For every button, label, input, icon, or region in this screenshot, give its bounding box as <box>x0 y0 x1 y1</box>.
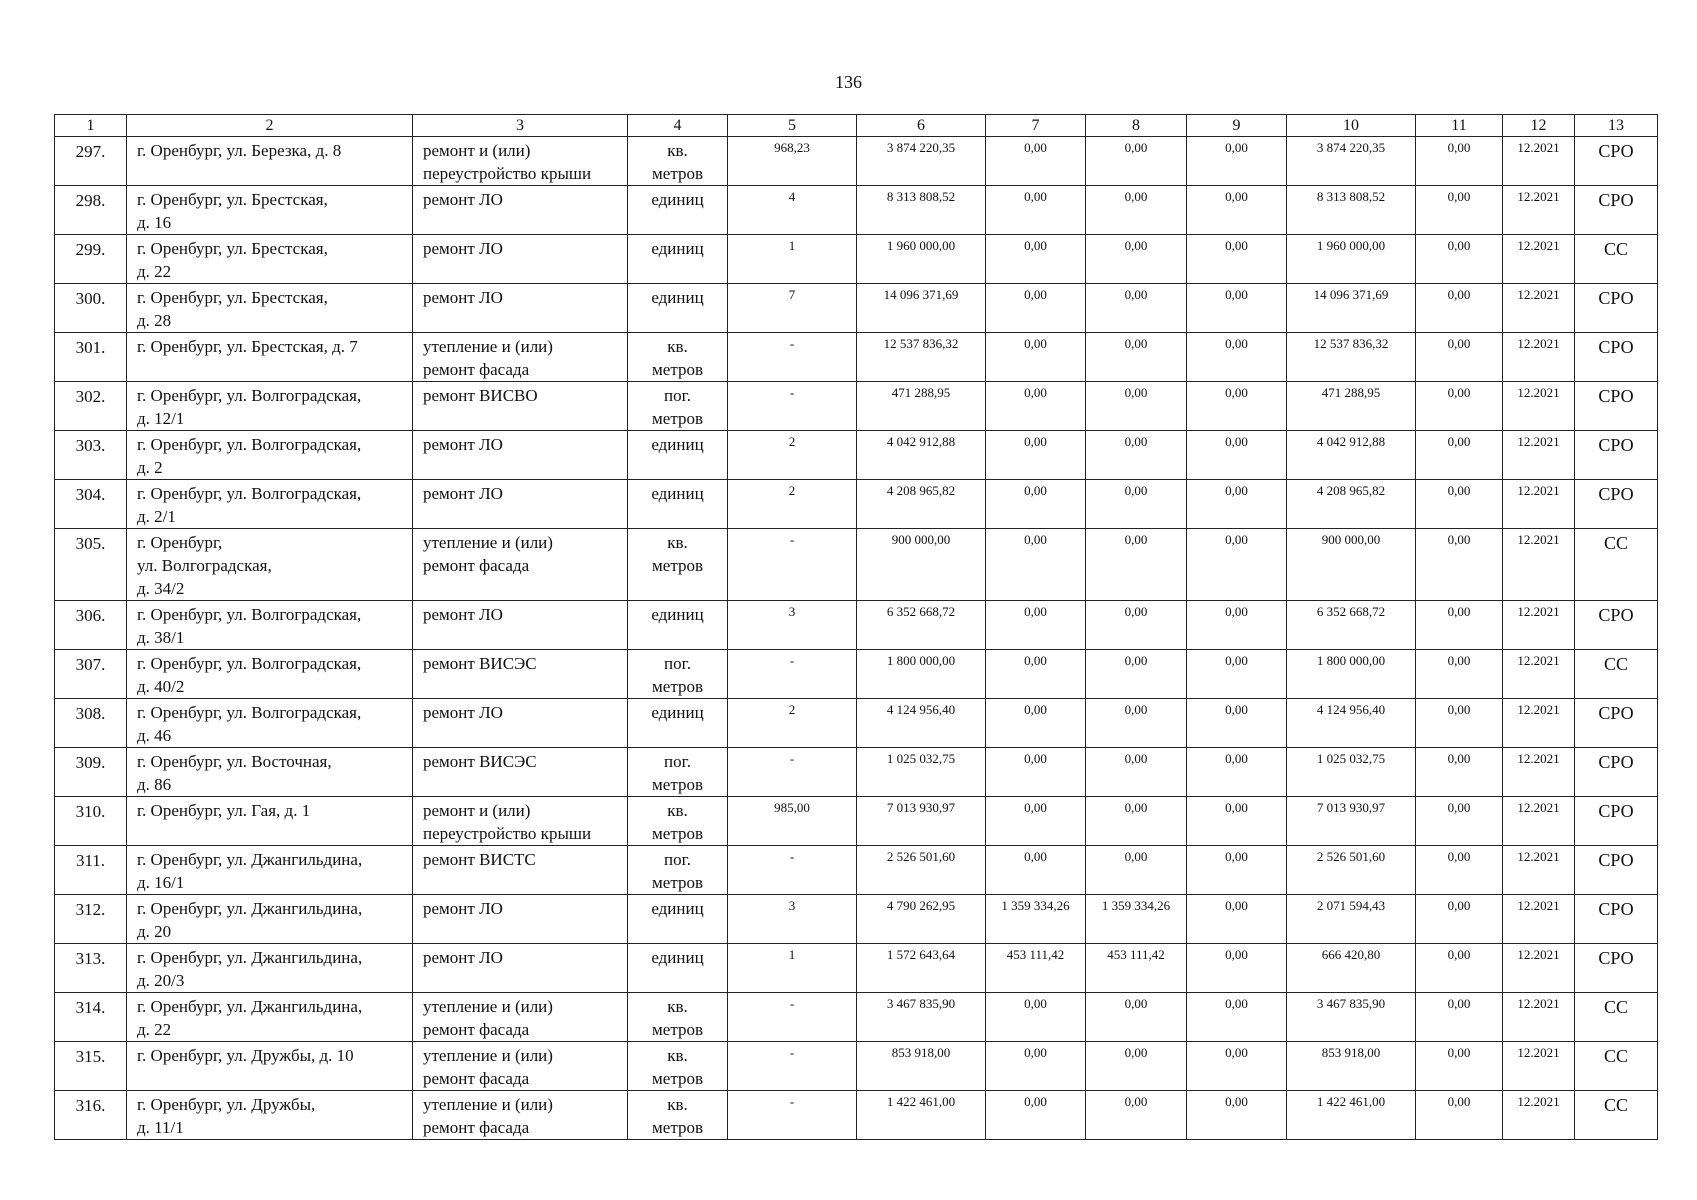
deadline-cell: 12.2021 <box>1503 993 1575 1042</box>
volume-cell: - <box>728 650 857 699</box>
work-type-cell: ремонт ВИСТС <box>413 846 628 895</box>
fund-cell: 0,00 <box>1187 846 1287 895</box>
work-type-cell: утепление и (или) ремонт фасада <box>413 529 628 601</box>
total-cost-cell: 900 000,00 <box>857 529 986 601</box>
source-cell: СРО <box>1575 944 1658 993</box>
work-type-cell: утепление и (или) ремонт фасада <box>413 993 628 1042</box>
total-cost-cell: 12 537 836,32 <box>857 333 986 382</box>
volume-cell: 4 <box>728 186 857 235</box>
table-row <box>55 846 1658 895</box>
fund-cell: 0,00 <box>1187 601 1287 650</box>
total-cost-cell: 471 288,95 <box>857 382 986 431</box>
row-number: 301. <box>55 333 127 382</box>
table-row <box>55 382 1658 431</box>
owners-funds-cell: 900 000,00 <box>1287 529 1416 601</box>
fund-cell: 0,00 <box>1187 333 1287 382</box>
table-row <box>55 993 1658 1042</box>
volume-cell: 968,23 <box>728 137 857 186</box>
total-cost-cell: 1 572 643,64 <box>857 944 986 993</box>
work-type-cell: ремонт ЛО <box>413 235 628 284</box>
fund-cell: 1 359 334,26 <box>1086 895 1187 944</box>
fund-cell: 0,00 <box>986 480 1086 529</box>
deadline-cell: 12.2021 <box>1503 846 1575 895</box>
work-type-cell: ремонт ЛО <box>413 431 628 480</box>
deadline-cell: 12.2021 <box>1503 748 1575 797</box>
total-cost-cell: 3 467 835,90 <box>857 993 986 1042</box>
fund-cell: 0,00 <box>1187 382 1287 431</box>
row-number: 297. <box>55 137 127 186</box>
unit-cell: единиц <box>628 895 728 944</box>
source-cell: СРО <box>1575 748 1658 797</box>
deadline-cell: 12.2021 <box>1503 137 1575 186</box>
deadline-cell: 12.2021 <box>1503 431 1575 480</box>
column-header: 13 <box>1575 115 1658 137</box>
work-type-cell: утепление и (или) ремонт фасада <box>413 333 628 382</box>
table-row <box>55 431 1658 480</box>
address-cell: г. Оренбург, ул. Березка, д. 8 <box>127 137 413 186</box>
address-cell: г. Оренбург, ул. Восточная, д. 86 <box>127 748 413 797</box>
unit-cell: кв. метров <box>628 333 728 382</box>
deadline-cell: 12.2021 <box>1503 333 1575 382</box>
owners-funds-cell: 471 288,95 <box>1287 382 1416 431</box>
row-number: 306. <box>55 601 127 650</box>
row-number: 302. <box>55 382 127 431</box>
fund-cell: 0,00 <box>986 1091 1086 1140</box>
source-cell: СС <box>1575 1042 1658 1091</box>
volume-cell: - <box>728 382 857 431</box>
other-funds-cell: 0,00 <box>1416 431 1503 480</box>
table-row <box>55 137 1658 186</box>
fund-cell: 0,00 <box>1187 748 1287 797</box>
work-type-cell: ремонт ЛО <box>413 944 628 993</box>
total-cost-cell: 2 526 501,60 <box>857 846 986 895</box>
row-number: 314. <box>55 993 127 1042</box>
unit-cell: единиц <box>628 699 728 748</box>
unit-cell: кв. метров <box>628 137 728 186</box>
fund-cell: 1 359 334,26 <box>986 895 1086 944</box>
unit-cell: кв. метров <box>628 1091 728 1140</box>
fund-cell: 0,00 <box>1086 846 1187 895</box>
fund-cell: 0,00 <box>1187 895 1287 944</box>
fund-cell: 0,00 <box>1086 431 1187 480</box>
owners-funds-cell: 2 526 501,60 <box>1287 846 1416 895</box>
owners-funds-cell: 8 313 808,52 <box>1287 186 1416 235</box>
other-funds-cell: 0,00 <box>1416 748 1503 797</box>
address-cell: г. Оренбург, ул. Гая, д. 1 <box>127 797 413 846</box>
fund-cell: 0,00 <box>1086 382 1187 431</box>
owners-funds-cell: 1 422 461,00 <box>1287 1091 1416 1140</box>
fund-cell: 0,00 <box>1187 1091 1287 1140</box>
fund-cell: 0,00 <box>986 993 1086 1042</box>
other-funds-cell: 0,00 <box>1416 601 1503 650</box>
deadline-cell: 12.2021 <box>1503 186 1575 235</box>
fund-cell: 0,00 <box>1187 1042 1287 1091</box>
deadline-cell: 12.2021 <box>1503 529 1575 601</box>
row-number: 304. <box>55 480 127 529</box>
table-row <box>55 748 1658 797</box>
owners-funds-cell: 4 208 965,82 <box>1287 480 1416 529</box>
row-number: 307. <box>55 650 127 699</box>
work-type-cell: ремонт ВИСЭС <box>413 650 628 699</box>
owners-funds-cell: 7 013 930,97 <box>1287 797 1416 846</box>
volume-cell: 985,00 <box>728 797 857 846</box>
total-cost-cell: 14 096 371,69 <box>857 284 986 333</box>
fund-cell: 0,00 <box>1187 431 1287 480</box>
column-header: 5 <box>728 115 857 137</box>
row-number: 315. <box>55 1042 127 1091</box>
deadline-cell: 12.2021 <box>1503 699 1575 748</box>
owners-funds-cell: 4 124 956,40 <box>1287 699 1416 748</box>
fund-cell: 0,00 <box>1187 699 1287 748</box>
work-type-cell: ремонт ВИСЭС <box>413 748 628 797</box>
fund-cell: 0,00 <box>1086 699 1187 748</box>
fund-cell: 0,00 <box>1187 137 1287 186</box>
column-header: 2 <box>127 115 413 137</box>
total-cost-cell: 6 352 668,72 <box>857 601 986 650</box>
unit-cell: единиц <box>628 944 728 993</box>
address-cell: г. Оренбург, ул. Брестская, д. 28 <box>127 284 413 333</box>
other-funds-cell: 0,00 <box>1416 235 1503 284</box>
row-number: 300. <box>55 284 127 333</box>
row-number: 308. <box>55 699 127 748</box>
table-row <box>55 944 1658 993</box>
owners-funds-cell: 3 467 835,90 <box>1287 993 1416 1042</box>
fund-cell: 0,00 <box>986 650 1086 699</box>
other-funds-cell: 0,00 <box>1416 944 1503 993</box>
other-funds-cell: 0,00 <box>1416 333 1503 382</box>
fund-cell: 453 111,42 <box>986 944 1086 993</box>
fund-cell: 0,00 <box>986 601 1086 650</box>
other-funds-cell: 0,00 <box>1416 993 1503 1042</box>
total-cost-cell: 1 422 461,00 <box>857 1091 986 1140</box>
fund-cell: 0,00 <box>1187 650 1287 699</box>
source-cell: СРО <box>1575 382 1658 431</box>
unit-cell: кв. метров <box>628 529 728 601</box>
row-number: 312. <box>55 895 127 944</box>
unit-cell: единиц <box>628 284 728 333</box>
fund-cell: 0,00 <box>986 382 1086 431</box>
volume-cell: 2 <box>728 480 857 529</box>
row-number: 316. <box>55 1091 127 1140</box>
column-header: 9 <box>1187 115 1287 137</box>
fund-cell: 0,00 <box>986 284 1086 333</box>
fund-cell: 0,00 <box>1187 944 1287 993</box>
owners-funds-cell: 12 537 836,32 <box>1287 333 1416 382</box>
other-funds-cell: 0,00 <box>1416 137 1503 186</box>
unit-cell: кв. метров <box>628 1042 728 1091</box>
fund-cell: 0,00 <box>1086 797 1187 846</box>
source-cell: СС <box>1575 650 1658 699</box>
total-cost-cell: 7 013 930,97 <box>857 797 986 846</box>
repair-register-table <box>54 114 1658 1140</box>
fund-cell: 0,00 <box>1086 1042 1187 1091</box>
other-funds-cell: 0,00 <box>1416 846 1503 895</box>
fund-cell: 0,00 <box>986 748 1086 797</box>
column-header: 1 <box>55 115 127 137</box>
row-number: 309. <box>55 748 127 797</box>
fund-cell: 0,00 <box>986 1042 1086 1091</box>
table-row <box>55 797 1658 846</box>
other-funds-cell: 0,00 <box>1416 1042 1503 1091</box>
volume-cell: - <box>728 333 857 382</box>
address-cell: г. Оренбург, ул. Джангильдина, д. 20 <box>127 895 413 944</box>
volume-cell: 1 <box>728 235 857 284</box>
source-cell: СРО <box>1575 333 1658 382</box>
row-number: 311. <box>55 846 127 895</box>
column-header: 3 <box>413 115 628 137</box>
other-funds-cell: 0,00 <box>1416 1091 1503 1140</box>
unit-cell: единиц <box>628 186 728 235</box>
unit-cell: единиц <box>628 480 728 529</box>
source-cell: СРО <box>1575 895 1658 944</box>
register-body <box>55 137 1658 1140</box>
unit-cell: пог. метров <box>628 382 728 431</box>
fund-cell: 0,00 <box>1086 601 1187 650</box>
fund-cell: 0,00 <box>1086 1091 1187 1140</box>
column-header: 8 <box>1086 115 1187 137</box>
fund-cell: 0,00 <box>1187 284 1287 333</box>
source-cell: СС <box>1575 529 1658 601</box>
fund-cell: 0,00 <box>1187 529 1287 601</box>
fund-cell: 0,00 <box>1086 284 1187 333</box>
column-header: 10 <box>1287 115 1416 137</box>
column-header: 7 <box>986 115 1086 137</box>
fund-cell: 453 111,42 <box>1086 944 1187 993</box>
address-cell: г. Оренбург, ул. Волгоградская, д. 2/1 <box>127 480 413 529</box>
address-cell: г. Оренбург, ул. Волгоградская, д. 34/2 <box>127 529 413 601</box>
fund-cell: 0,00 <box>1086 650 1187 699</box>
source-cell: СРО <box>1575 284 1658 333</box>
deadline-cell: 12.2021 <box>1503 944 1575 993</box>
unit-cell: кв. метров <box>628 797 728 846</box>
fund-cell: 0,00 <box>1086 235 1187 284</box>
owners-funds-cell: 2 071 594,43 <box>1287 895 1416 944</box>
other-funds-cell: 0,00 <box>1416 480 1503 529</box>
table-row <box>55 895 1658 944</box>
unit-cell: единиц <box>628 235 728 284</box>
address-cell: г. Оренбург, ул. Волгоградская, д. 12/1 <box>127 382 413 431</box>
deadline-cell: 12.2021 <box>1503 480 1575 529</box>
address-cell: г. Оренбург, ул. Джангильдина, д. 16/1 <box>127 846 413 895</box>
row-number: 298. <box>55 186 127 235</box>
column-number-row <box>55 115 1658 137</box>
fund-cell: 0,00 <box>1086 480 1187 529</box>
work-type-cell: ремонт ЛО <box>413 699 628 748</box>
total-cost-cell: 1 800 000,00 <box>857 650 986 699</box>
column-header: 12 <box>1503 115 1575 137</box>
work-type-cell: ремонт и (или) переустройство крыши <box>413 797 628 846</box>
page-number: 136 <box>835 72 862 92</box>
volume-cell: - <box>728 1042 857 1091</box>
fund-cell: 0,00 <box>986 235 1086 284</box>
fund-cell: 0,00 <box>1086 993 1187 1042</box>
unit-cell: единиц <box>628 601 728 650</box>
work-type-cell: ремонт ЛО <box>413 186 628 235</box>
volume-cell: 1 <box>728 944 857 993</box>
table-row <box>55 1042 1658 1091</box>
other-funds-cell: 0,00 <box>1416 186 1503 235</box>
work-type-cell: утепление и (или) ремонт фасада <box>413 1042 628 1091</box>
row-number: 310. <box>55 797 127 846</box>
other-funds-cell: 0,00 <box>1416 529 1503 601</box>
source-cell: СС <box>1575 235 1658 284</box>
fund-cell: 0,00 <box>1187 993 1287 1042</box>
owners-funds-cell: 4 042 912,88 <box>1287 431 1416 480</box>
fund-cell: 0,00 <box>1086 333 1187 382</box>
source-cell: СРО <box>1575 601 1658 650</box>
work-type-cell: ремонт ВИСВО <box>413 382 628 431</box>
fund-cell: 0,00 <box>986 333 1086 382</box>
fund-cell: 0,00 <box>986 186 1086 235</box>
address-cell: г. Оренбург, ул. Брестская, д. 16 <box>127 186 413 235</box>
deadline-cell: 12.2021 <box>1503 1091 1575 1140</box>
volume-cell: 3 <box>728 601 857 650</box>
fund-cell: 0,00 <box>986 846 1086 895</box>
work-type-cell: ремонт ЛО <box>413 480 628 529</box>
total-cost-cell: 853 918,00 <box>857 1042 986 1091</box>
fund-cell: 0,00 <box>1187 235 1287 284</box>
address-cell: г. Оренбург, ул. Волгоградская, д. 40/2 <box>127 650 413 699</box>
column-header: 6 <box>857 115 986 137</box>
source-cell: СРО <box>1575 431 1658 480</box>
address-cell: г. Оренбург, ул. Брестская, д. 7 <box>127 333 413 382</box>
column-header: 4 <box>628 115 728 137</box>
address-cell: г. Оренбург, ул. Дружбы, д. 11/1 <box>127 1091 413 1140</box>
total-cost-cell: 1 025 032,75 <box>857 748 986 797</box>
volume-cell: 7 <box>728 284 857 333</box>
total-cost-cell: 8 313 808,52 <box>857 186 986 235</box>
volume-cell: - <box>728 748 857 797</box>
table-row <box>55 186 1658 235</box>
owners-funds-cell: 666 420,80 <box>1287 944 1416 993</box>
owners-funds-cell: 3 874 220,35 <box>1287 137 1416 186</box>
other-funds-cell: 0,00 <box>1416 699 1503 748</box>
deadline-cell: 12.2021 <box>1503 235 1575 284</box>
volume-cell: 2 <box>728 431 857 480</box>
volume-cell: - <box>728 529 857 601</box>
total-cost-cell: 4 208 965,82 <box>857 480 986 529</box>
table-row <box>55 284 1658 333</box>
volume-cell: - <box>728 993 857 1042</box>
deadline-cell: 12.2021 <box>1503 1042 1575 1091</box>
work-type-cell: утепление и (или) ремонт фасада <box>413 1091 628 1140</box>
column-header: 11 <box>1416 115 1503 137</box>
unit-cell: пог. метров <box>628 846 728 895</box>
row-number: 305. <box>55 529 127 601</box>
other-funds-cell: 0,00 <box>1416 895 1503 944</box>
row-number: 299. <box>55 235 127 284</box>
source-cell: СРО <box>1575 797 1658 846</box>
unit-cell: кв. метров <box>628 993 728 1042</box>
fund-cell: 0,00 <box>986 431 1086 480</box>
owners-funds-cell: 1 025 032,75 <box>1287 748 1416 797</box>
other-funds-cell: 0,00 <box>1416 284 1503 333</box>
total-cost-cell: 1 960 000,00 <box>857 235 986 284</box>
other-funds-cell: 0,00 <box>1416 382 1503 431</box>
volume-cell: 3 <box>728 895 857 944</box>
total-cost-cell: 4 790 262,95 <box>857 895 986 944</box>
owners-funds-cell: 1 960 000,00 <box>1287 235 1416 284</box>
deadline-cell: 12.2021 <box>1503 895 1575 944</box>
volume-cell: - <box>728 1091 857 1140</box>
source-cell: СРО <box>1575 480 1658 529</box>
deadline-cell: 12.2021 <box>1503 601 1575 650</box>
source-cell: СРО <box>1575 699 1658 748</box>
work-type-cell: ремонт и (или) переустройство крыши <box>413 137 628 186</box>
address-cell: г. Оренбург, ул. Волгоградская, д. 46 <box>127 699 413 748</box>
source-cell: СС <box>1575 1091 1658 1140</box>
total-cost-cell: 4 042 912,88 <box>857 431 986 480</box>
fund-cell: 0,00 <box>1086 186 1187 235</box>
table-row <box>55 601 1658 650</box>
address-cell: г. Оренбург, ул. Волгоградская, д. 38/1 <box>127 601 413 650</box>
other-funds-cell: 0,00 <box>1416 797 1503 846</box>
total-cost-cell: 3 874 220,35 <box>857 137 986 186</box>
source-cell: СРО <box>1575 186 1658 235</box>
fund-cell: 0,00 <box>986 699 1086 748</box>
table-row <box>55 480 1658 529</box>
fund-cell: 0,00 <box>986 137 1086 186</box>
unit-cell: единиц <box>628 431 728 480</box>
row-number: 313. <box>55 944 127 993</box>
volume-cell: 2 <box>728 699 857 748</box>
source-cell: СС <box>1575 993 1658 1042</box>
address-cell: г. Оренбург, ул. Джангильдина, д. 20/3 <box>127 944 413 993</box>
deadline-cell: 12.2021 <box>1503 797 1575 846</box>
table-row <box>55 1091 1658 1140</box>
source-cell: СРО <box>1575 137 1658 186</box>
unit-cell: пог. метров <box>628 748 728 797</box>
total-cost-cell: 4 124 956,40 <box>857 699 986 748</box>
table-row <box>55 529 1658 601</box>
row-number: 303. <box>55 431 127 480</box>
deadline-cell: 12.2021 <box>1503 382 1575 431</box>
table-row <box>55 333 1658 382</box>
work-type-cell: ремонт ЛО <box>413 895 628 944</box>
owners-funds-cell: 1 800 000,00 <box>1287 650 1416 699</box>
fund-cell: 0,00 <box>1187 480 1287 529</box>
fund-cell: 0,00 <box>1086 137 1187 186</box>
other-funds-cell: 0,00 <box>1416 650 1503 699</box>
address-cell: г. Оренбург, ул. Дружбы, д. 10 <box>127 1042 413 1091</box>
deadline-cell: 12.2021 <box>1503 650 1575 699</box>
owners-funds-cell: 853 918,00 <box>1287 1042 1416 1091</box>
unit-cell: пог. метров <box>628 650 728 699</box>
deadline-cell: 12.2021 <box>1503 284 1575 333</box>
fund-cell: 0,00 <box>986 797 1086 846</box>
owners-funds-cell: 6 352 668,72 <box>1287 601 1416 650</box>
fund-cell: 0,00 <box>986 529 1086 601</box>
volume-cell: - <box>728 846 857 895</box>
owners-funds-cell: 14 096 371,69 <box>1287 284 1416 333</box>
address-cell: г. Оренбург, ул. Брестская, д. 22 <box>127 235 413 284</box>
fund-cell: 0,00 <box>1086 529 1187 601</box>
source-cell: СРО <box>1575 846 1658 895</box>
fund-cell: 0,00 <box>1187 186 1287 235</box>
table-row <box>55 650 1658 699</box>
table-row <box>55 699 1658 748</box>
table-row <box>55 235 1658 284</box>
work-type-cell: ремонт ЛО <box>413 601 628 650</box>
address-cell: г. Оренбург, ул. Волгоградская, д. 2 <box>127 431 413 480</box>
work-type-cell: ремонт ЛО <box>413 284 628 333</box>
fund-cell: 0,00 <box>1086 748 1187 797</box>
address-cell: г. Оренбург, ул. Джангильдина, д. 22 <box>127 993 413 1042</box>
fund-cell: 0,00 <box>1187 797 1287 846</box>
